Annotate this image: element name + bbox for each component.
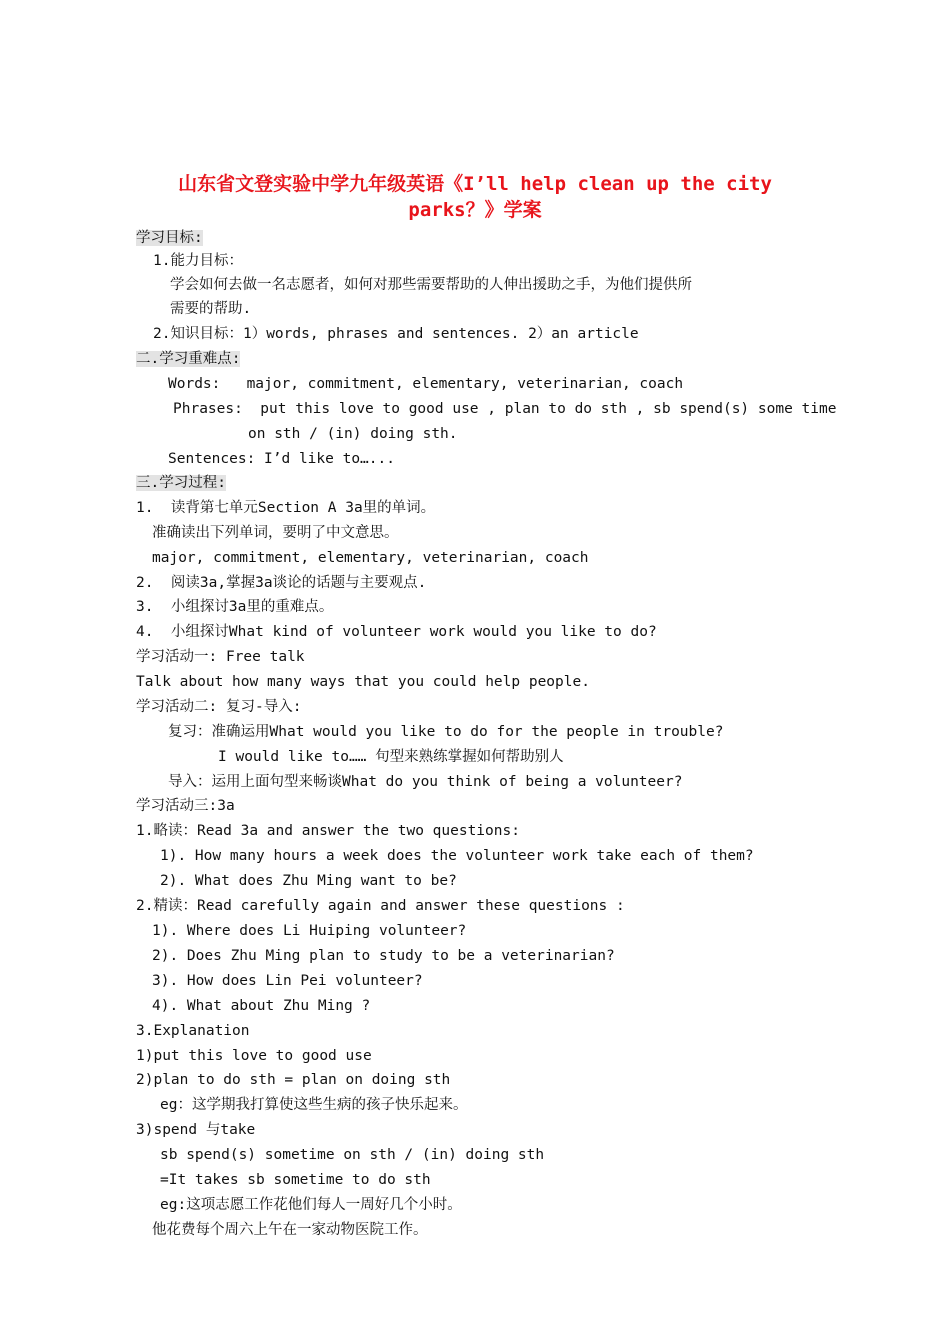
text-line: Sentences: I’d like to…... <box>168 451 395 467</box>
text-line: 2.精读：Read carefully again and answer these questions : <box>136 898 625 914</box>
text-line: 3)spend 与take <box>136 1122 256 1138</box>
text-line: 3). How does Lin Pei volunteer? <box>152 973 423 989</box>
text-line: 2. 阅读3a,掌握3a谈论的话题与主要观点. <box>136 575 427 591</box>
text-line: 1). Where does Li Huiping volunteer? <box>152 923 467 939</box>
text-line: 3.Explanation <box>136 1023 250 1039</box>
text-line: 1). How many hours a week does the volunteer work take each of them? <box>160 848 754 864</box>
text-line: 他花费每个周六上午在一家动物医院工作。 <box>152 1222 428 1238</box>
text-line: 4). What about Zhu Ming ? <box>152 998 371 1014</box>
text-line: 复习：准确运用What would you like to do for the people in trouble? <box>168 724 724 740</box>
text-line: =It takes sb sometime to do sth <box>160 1172 431 1188</box>
text-line: 3. 小组探讨3a里的重难点。 <box>136 599 334 615</box>
text-line: 2.知识目标：1）words, phrases and sentences. 2）an article <box>153 326 639 342</box>
text-line: Talk about how many ways that you could help people. <box>136 674 590 690</box>
text-line: 准确读出下列单词，要明了中文意思。 <box>152 525 399 541</box>
document-title-line-2: parks？》学案 <box>408 199 542 221</box>
document-title <box>120 171 830 223</box>
text-line: 三.学习过程: <box>136 475 226 491</box>
text-line: 1. 读背第七单元Section A 3a里的单词。 <box>136 500 436 516</box>
text-line: 学习目标: <box>136 230 203 246</box>
text-line: 学习活动一: Free talk <box>136 649 305 665</box>
text-line: Phrases: put this love to good use , plan to do sth , sb spend(s) some time <box>173 401 837 417</box>
text-line: 2). Does Zhu Ming plan to study to be a veterinarian? <box>152 948 615 964</box>
text-line: 1.略读：Read 3a and answer the two questions: <box>136 823 520 839</box>
text-line: 1)put this love to good use <box>136 1048 372 1064</box>
document-title-line-1: 山东省文登实验中学九年级英语《I’ll help clean up the city <box>178 173 772 195</box>
text-line: 学会如何去做一名志愿者，如何对那些需要帮助的人伸出援助之手，为他们提供所 <box>170 277 692 293</box>
text-line: sb spend(s) sometime on sth / (in) doing sth <box>160 1147 545 1163</box>
text-line: 需要的帮助. <box>170 301 252 317</box>
text-line: 二.学习重难点: <box>136 351 241 367</box>
text-line: eg:这项志愿工作花他们每人一周好几个小时。 <box>160 1197 462 1213</box>
text-line: on sth / (in) doing sth. <box>248 426 458 442</box>
text-line: 1.能力目标： <box>153 253 243 269</box>
text-line: 2). What does Zhu Ming want to be? <box>160 873 457 889</box>
text-line: 导入：运用上面句型来畅谈What do you think of being a volunteer? <box>168 774 683 790</box>
text-line: 学习活动三:3a <box>136 798 235 814</box>
text-line: eg：这学期我打算使这些生病的孩子快乐起来。 <box>160 1097 468 1113</box>
text-line: 4. 小组探讨What kind of volunteer work would you like to do? <box>136 624 657 640</box>
text-line: 2)plan to do sth = plan on doing sth <box>136 1072 451 1088</box>
text-line: Words: major, commitment, elementary, veterinarian, coach <box>168 376 684 392</box>
text-line: I would like to…… 句型来熟练掌握如何帮助别人 <box>218 749 564 765</box>
text-line: 学习活动二: 复习-导入: <box>136 699 302 715</box>
text-line: major, commitment, elementary, veterinarian, coach <box>152 550 589 566</box>
